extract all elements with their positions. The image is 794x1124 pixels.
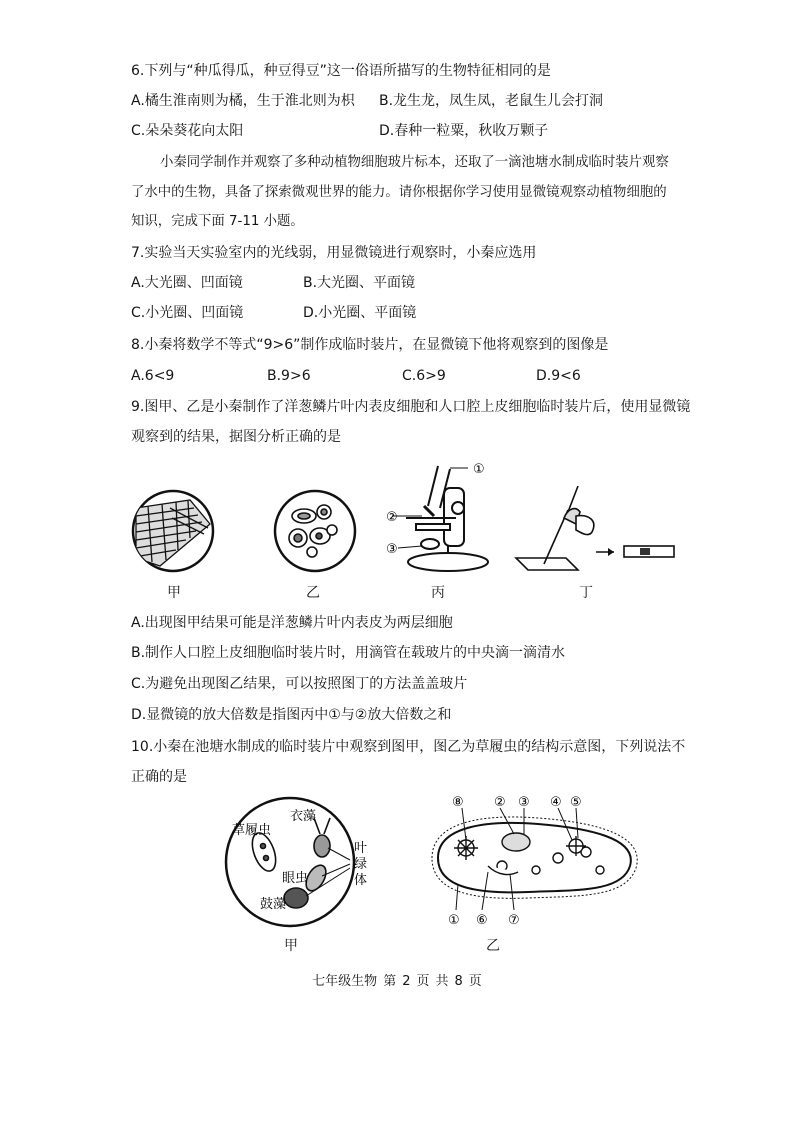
q8-option-b: B.9>6 [267, 368, 311, 384]
q9-marker-2: ② [386, 510, 398, 525]
footer-total-num: 8 [454, 974, 463, 989]
q10-label-euglena: 眼虫 [282, 871, 309, 886]
q9-label-yi: 乙 [306, 585, 320, 601]
q9-label-jia: 甲 [167, 585, 181, 601]
q10-marker-8: ⑧ [452, 795, 464, 810]
q10-label-paramecium: 草履虫 [232, 823, 272, 838]
q10-label-chlorella: 鼓藻 [260, 897, 287, 912]
intro-line-3: 知识，完成下面 7-11 小题。 [131, 214, 304, 229]
q10-figure-jia-organisms [216, 794, 376, 934]
q9-label-ding: 丁 [579, 585, 593, 601]
q10-marker-2: ② [494, 795, 506, 810]
q9-figure-bing-microscope [386, 458, 496, 578]
footer-total-word: 共 [435, 974, 449, 989]
q8-option-a: A.6<9 [131, 368, 175, 384]
q9-figure-ding-coverslip [506, 480, 686, 580]
q9-figure-yi [272, 488, 358, 574]
q8-option-d: D.9<6 [536, 368, 581, 384]
q10-label-chloroplast-2: 绿 [354, 857, 368, 872]
footer-page-num: 2 [402, 974, 411, 989]
q9-marker-1: ① [473, 462, 485, 477]
q6-option-c: C.朵朵葵花向太阳 [131, 123, 244, 139]
q10-marker-4: ④ [550, 795, 562, 810]
q10-label-yi: 乙 [486, 938, 500, 954]
q10-label-chlamydomonas: 衣藻 [290, 809, 317, 824]
q9-option-c: C.为避免出现图乙结果，可以按照图丁的方法盖盖玻片 [131, 676, 468, 692]
q6-option-d: D.春种一粒粟，秋收万颗子 [379, 123, 549, 139]
q7-option-c: C.小光圈、凹面镜 [131, 305, 244, 321]
q9-option-a: A.出现图甲结果可能是洋葱鳞片叶内表皮为两层细胞 [131, 615, 453, 631]
q9-marker-3: ③ [386, 542, 398, 557]
q9-stem-line-2: 观察到的结果，据图分析正确的是 [131, 429, 341, 445]
q9-stem-line-1: 9.图甲、乙是小秦制作了洋葱鳞片叶内表皮细胞和人口腔上皮细胞临时装片后，使用显微镜 [131, 399, 691, 415]
q10-marker-6: ⑥ [476, 913, 488, 928]
q6-option-a: A.橘生淮南则为橘，生于淮北则为枳 [131, 93, 355, 109]
q10-marker-7: ⑦ [508, 913, 520, 928]
footer-subject: 七年级生物 [312, 974, 378, 989]
q9-option-b: B.制作人口腔上皮细胞临时装片时，用滴管在载玻片的中央滴一滴清水 [131, 645, 566, 661]
q10-marker-5: ⑤ [570, 795, 582, 810]
q10-marker-3: ③ [518, 795, 530, 810]
q10-label-chloroplast-3: 体 [354, 873, 368, 888]
q7-stem: 7.实验当天实验室内的光线弱，用显微镜进行观察时，小秦应选用 [131, 245, 537, 261]
footer-page-unit: 页 [416, 974, 430, 989]
intro-line-2: 了水中的生物，具备了探索微观世界的能力。请你根据你学习使用显微镜观察动植物细胞的 [131, 185, 667, 200]
q7-option-d: D.小光圈、平面镜 [303, 305, 417, 321]
q9-figure-jia [130, 488, 216, 574]
q9-label-bing: 丙 [431, 585, 445, 601]
q10-label-chloroplast-1: 叶 [354, 841, 368, 856]
page-footer [0, 970, 794, 989]
q10-label-jia: 甲 [284, 938, 298, 954]
q7-option-a: A.大光圈、凹面镜 [131, 275, 243, 291]
intro-line-1: 小秦同学制作并观察了多种动植物细胞玻片标本，还取了一滴池塘水制成临时装片观察 [160, 155, 669, 170]
q8-option-c: C.6>9 [402, 368, 446, 384]
q10-figure-yi-paramecium [418, 790, 648, 930]
footer-total-unit: 页 [468, 974, 482, 989]
q6-option-b: B.龙生龙，凤生凤，老鼠生儿会打洞 [379, 93, 604, 109]
q7-option-b: B.大光圈、平面镜 [303, 275, 416, 291]
q10-stem-line-1: 10.小秦在池塘水制成的临时装片中观察到图甲，图乙为草履虫的结构示意图，下列说法不 [131, 739, 686, 755]
q9-option-d: D.显微镜的放大倍数是指图丙中①与②放大倍数之和 [131, 707, 452, 723]
q10-stem-line-2: 正确的是 [131, 769, 187, 785]
q6-stem: 6.下列与“种瓜得瓜，种豆得豆”这一俗语所描写的生物特征相同的是 [131, 63, 551, 79]
footer-page-word: 第 [383, 974, 397, 989]
q10-marker-1: ① [448, 913, 460, 928]
q8-stem: 8.小秦将数学不等式“9>6”制作成临时装片，在显微镜下他将观察到的图像是 [131, 337, 609, 353]
